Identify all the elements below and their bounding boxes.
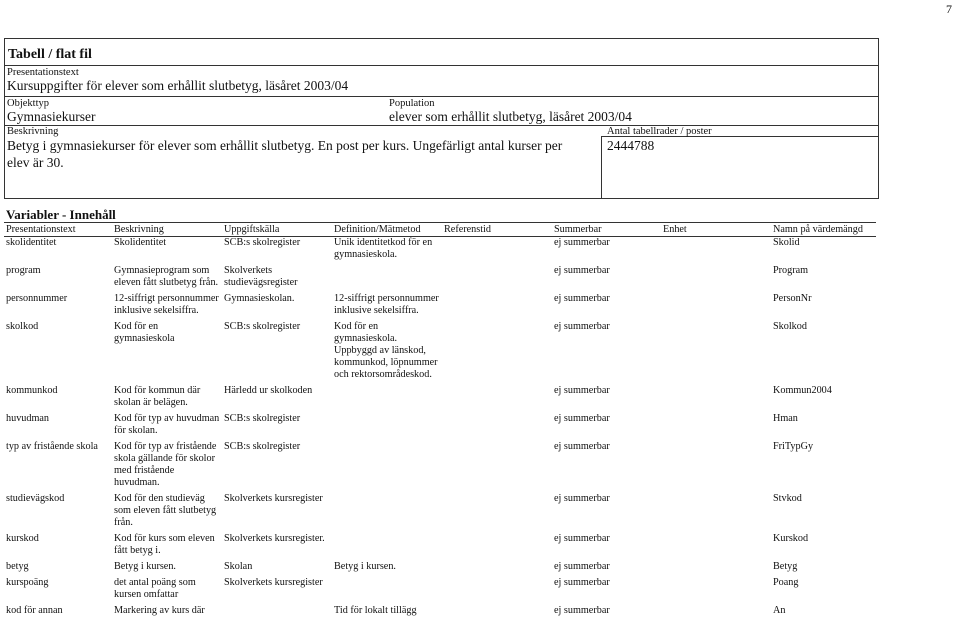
table-cell: Gymnasieprogram som eleven fått slutbetyg från.: [114, 265, 219, 288]
table-row: [4, 237, 876, 266]
table-cell: betyg: [6, 561, 29, 572]
description-value-line2: elev är 30.: [7, 155, 64, 170]
table-cell: [661, 493, 771, 533]
table-row: [4, 561, 876, 577]
table-cell: Kod för den studieväg som eleven fått slutbetyg från.: [114, 493, 217, 528]
table-cell: [661, 293, 771, 321]
table-cell: Kod för kurs som eleven fått betyg i.: [114, 533, 215, 556]
table-cell: [332, 441, 442, 493]
table-cell: [332, 577, 442, 605]
table-cell: [442, 533, 552, 561]
table-cell: ej summerbar: [554, 321, 610, 332]
table-header-row: [4, 223, 876, 237]
presentation-label: Presentationstext: [7, 67, 79, 78]
table-row: [4, 605, 876, 621]
table-cell: det antal poäng som kursen omfattar: [114, 577, 196, 600]
table-cell: Skolverkets kursregister.: [224, 533, 325, 544]
divider: [5, 96, 878, 97]
table-cell: [661, 441, 771, 493]
row-count-value: 2444788: [607, 138, 655, 153]
column-header: Beskrivning: [112, 223, 222, 237]
table-cell: ej summerbar: [554, 533, 610, 544]
table-cell: Kommun2004: [773, 385, 832, 396]
table-cell: [222, 605, 332, 621]
column-header: Enhet: [661, 223, 771, 237]
page-number: 7: [946, 2, 952, 16]
table-cell: ej summerbar: [554, 561, 610, 572]
table-cell: Skolkod: [773, 321, 807, 332]
table-cell: Kurskod: [773, 533, 809, 544]
table-cell: Betyg: [773, 561, 798, 572]
table-cell: [661, 385, 771, 413]
table-cell: studievägskod: [6, 493, 65, 504]
table-cell: kod för annan: [6, 605, 63, 616]
table-cell: [661, 413, 771, 441]
table-cell: Kod för typ av huvudman för skolan.: [114, 413, 220, 436]
column-header: Definition/Mätmetod: [332, 223, 442, 237]
table-cell: ej summerbar: [554, 441, 610, 452]
divider: [601, 136, 602, 199]
table-row: [4, 533, 876, 561]
table-cell: [442, 413, 552, 441]
column-header: Namn på värdemängd: [771, 223, 876, 237]
table-cell: ej summerbar: [554, 385, 610, 396]
table-title: Tabell / flat fil: [8, 47, 92, 62]
table-cell: [332, 533, 442, 561]
table-cell: program: [6, 265, 41, 276]
divider: [5, 125, 878, 126]
table-cell: ej summerbar: [554, 237, 610, 248]
description-value-line1: Betyg i gymnasiekurser för elever som erhållit slutbetyg. En post per kurs. Ungefärligt antal kurser per: [7, 138, 563, 153]
table-cell: Program: [773, 265, 809, 276]
row-count-label: Antal tabellrader / poster: [607, 126, 712, 137]
table-cell: [661, 321, 771, 385]
table-cell: Skolverkets studievägsregister: [224, 265, 298, 288]
variables-table: [4, 222, 876, 621]
table-cell: Skolverkets kursregister: [224, 577, 323, 588]
presentation-value: Kursuppgifter för elever som erhållit slutbetyg, läsåret 2003/04: [7, 78, 349, 93]
table-cell: 12-siffrigt personnummer inklusive sekelsiffra.: [334, 293, 439, 316]
table-cell: 12-siffrigt personnummer inklusive sekelsiffra.: [114, 293, 219, 316]
table-cell: Härledd ur skolkoden: [224, 385, 313, 396]
description-label: Beskrivning: [7, 126, 59, 137]
table-cell: Skolan: [224, 561, 253, 572]
variables-title: Variabler - Innehåll: [6, 207, 116, 222]
table-row: [4, 321, 876, 385]
table-cell: [661, 577, 771, 605]
table-cell: [442, 237, 552, 266]
column-header: Summerbar: [552, 223, 661, 237]
table-cell: Betyg i kursen.: [334, 561, 396, 572]
table-cell: [332, 265, 442, 293]
table-cell: [332, 493, 442, 533]
table-cell: [332, 413, 442, 441]
population-value: elever som erhållit slutbetyg, läsåret 2003/04: [389, 109, 632, 124]
table-cell: [661, 533, 771, 561]
column-header: Uppgiftskälla: [222, 223, 332, 237]
table-cell: [442, 561, 552, 577]
table-cell: Poang: [773, 577, 799, 588]
object-type-value: Gymnasiekurser: [7, 109, 96, 124]
table-cell: [661, 265, 771, 293]
table-header-box: [4, 38, 879, 199]
table-cell: ej summerbar: [554, 493, 610, 504]
table-cell: huvudman: [6, 413, 50, 424]
table-cell: kurspoäng: [6, 577, 49, 588]
table-cell: Gymnasieskolan.: [224, 293, 295, 304]
table-cell: Tid för lokalt tillägg: [334, 605, 417, 616]
table-cell: SCB:s skolregister: [224, 237, 301, 248]
table-cell: ej summerbar: [554, 577, 610, 588]
table-row: [4, 265, 876, 293]
table-cell: [442, 605, 552, 621]
object-type-label: Objekttyp: [7, 98, 49, 109]
table-cell: skolkod: [6, 321, 39, 332]
table-cell: typ av fristående skola: [6, 441, 98, 452]
table-cell: SCB:s skolregister: [224, 441, 301, 452]
table-cell: Betyg i kursen.: [114, 561, 176, 572]
table-cell: ej summerbar: [554, 293, 610, 304]
table-cell: [442, 385, 552, 413]
table-cell: Markering av kurs där: [114, 605, 205, 616]
table-row: [4, 441, 876, 493]
table-cell: Unik identitetkod för en gymnasieskola.: [334, 237, 433, 260]
table-row: [4, 413, 876, 441]
table-cell: Kod för typ av fristående skola gällande för skolor med fristående huvudman.: [114, 441, 217, 488]
table-cell: [661, 605, 771, 621]
table-cell: [442, 265, 552, 293]
table-cell: Skolid: [773, 237, 800, 248]
table-cell: [442, 293, 552, 321]
table-cell: [442, 321, 552, 385]
table-row: [4, 293, 876, 321]
table-cell: Skolidentitet: [114, 237, 167, 248]
population-label: Population: [389, 98, 435, 109]
table-row: [4, 385, 876, 413]
table-cell: skolidentitet: [6, 237, 57, 248]
table-cell: Kod för kommun där skolan är belägen.: [114, 385, 201, 408]
table-cell: ej summerbar: [554, 413, 610, 424]
table-row: [4, 577, 876, 605]
table-cell: kurskod: [6, 533, 39, 544]
table-cell: Kod för en gymnasieskola: [114, 321, 175, 344]
table-cell: [661, 237, 771, 266]
table-cell: FriTypGy: [773, 441, 814, 452]
table-cell: SCB:s skolregister: [224, 413, 301, 424]
table-cell: ej summerbar: [554, 265, 610, 276]
table-cell: personnummer: [6, 293, 68, 304]
table-cell: kommunkod: [6, 385, 58, 396]
table-cell: PersonNr: [773, 293, 812, 304]
divider: [5, 65, 878, 66]
table-cell: Hman: [773, 413, 798, 424]
table-cell: [661, 561, 771, 577]
table-cell: ej summerbar: [554, 605, 610, 616]
table-cell: [442, 441, 552, 493]
table-cell: Skolverkets kursregister: [224, 493, 323, 504]
table-row: [4, 493, 876, 533]
table-cell: [442, 577, 552, 605]
table-cell: [442, 493, 552, 533]
table-cell: An: [773, 605, 786, 616]
table-cell: [332, 385, 442, 413]
table-cell: Kod för en gymnasieskola. Uppbyggd av länskod, kommunkod, löpnummer och rektorsområdeskod.: [334, 321, 438, 380]
column-header: Referenstid: [442, 223, 552, 237]
table-cell: Stvkod: [773, 493, 802, 504]
table-cell: SCB:s skolregister: [224, 321, 301, 332]
column-header: Presentationstext: [4, 223, 112, 237]
